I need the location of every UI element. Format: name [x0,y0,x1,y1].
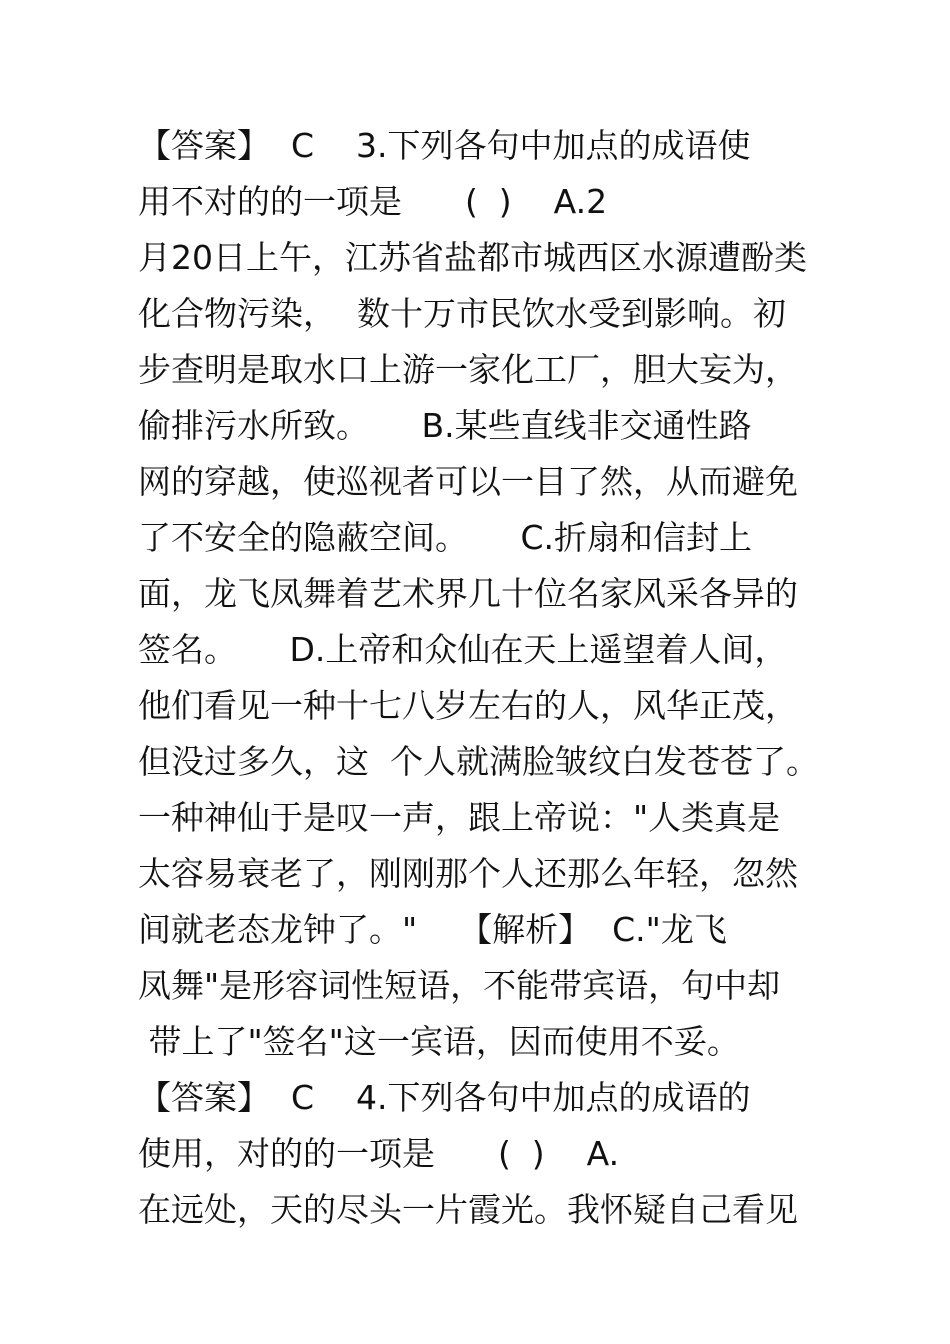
text-line-20: 在远处，天的尽头一片霞光。我怀疑自己看见 [138,1190,798,1229]
text-line-5: 步查明是取水口上游一家化工厂，胆大妄为， [138,350,798,389]
text-line-6: 偷排污水所致。 B.某些直线非交通性路 [138,406,752,445]
text-line-8: 了不安全的隐蔽空间。 C.折扇和信封上 [138,518,752,557]
text-line-2: 用不对的的一项是 ( ) A.2 [138,182,608,221]
text-line-15: 间就老态龙钟了。" 【解析】 C."龙飞 [138,910,727,949]
text-line-13: 一种神仙于是叹一声，跟上帝说："人类真是 [138,798,781,837]
text-line-1: 【答案】 C 3.下列各句中加点的成语使 [138,126,751,165]
text-line-17: 带上了"签名"这一宾语，因而使用不妥。 [138,1022,740,1061]
text-line-11: 他们看见一种十七八岁左右的人，风华正茂， [138,686,798,725]
text-line-16: 凤舞"是形容词性短语，不能带宾语，句中却 [138,966,781,1005]
text-line-4: 化合物污染， 数十万市民饮水受到影响。初 [138,294,786,333]
text-line-12: 但没过多久，这 个人就满脸皱纹白发苍苍了。 [138,742,819,781]
text-line-18: 【答案】 C 4.下列各句中加点的成语的 [138,1078,751,1117]
text-line-14: 太容易衰老了，刚刚那个人还那么年轻，忽然 [138,854,798,893]
text-line-10: 签名。 D.上帝和众仙在天上遥望着人间， [138,630,788,669]
text-line-19: 使用，对的的一项是 ( ) A. [138,1134,620,1173]
text-line-3: 月20日上午，江苏省盐都市城西区水源遭酚类 [138,238,807,277]
text-line-9: 面，龙飞凤舞着艺术界几十位名家风采各异的 [138,574,798,613]
text-line-7: 网的穿越，使巡视者可以一目了然，从而避免 [138,462,798,501]
